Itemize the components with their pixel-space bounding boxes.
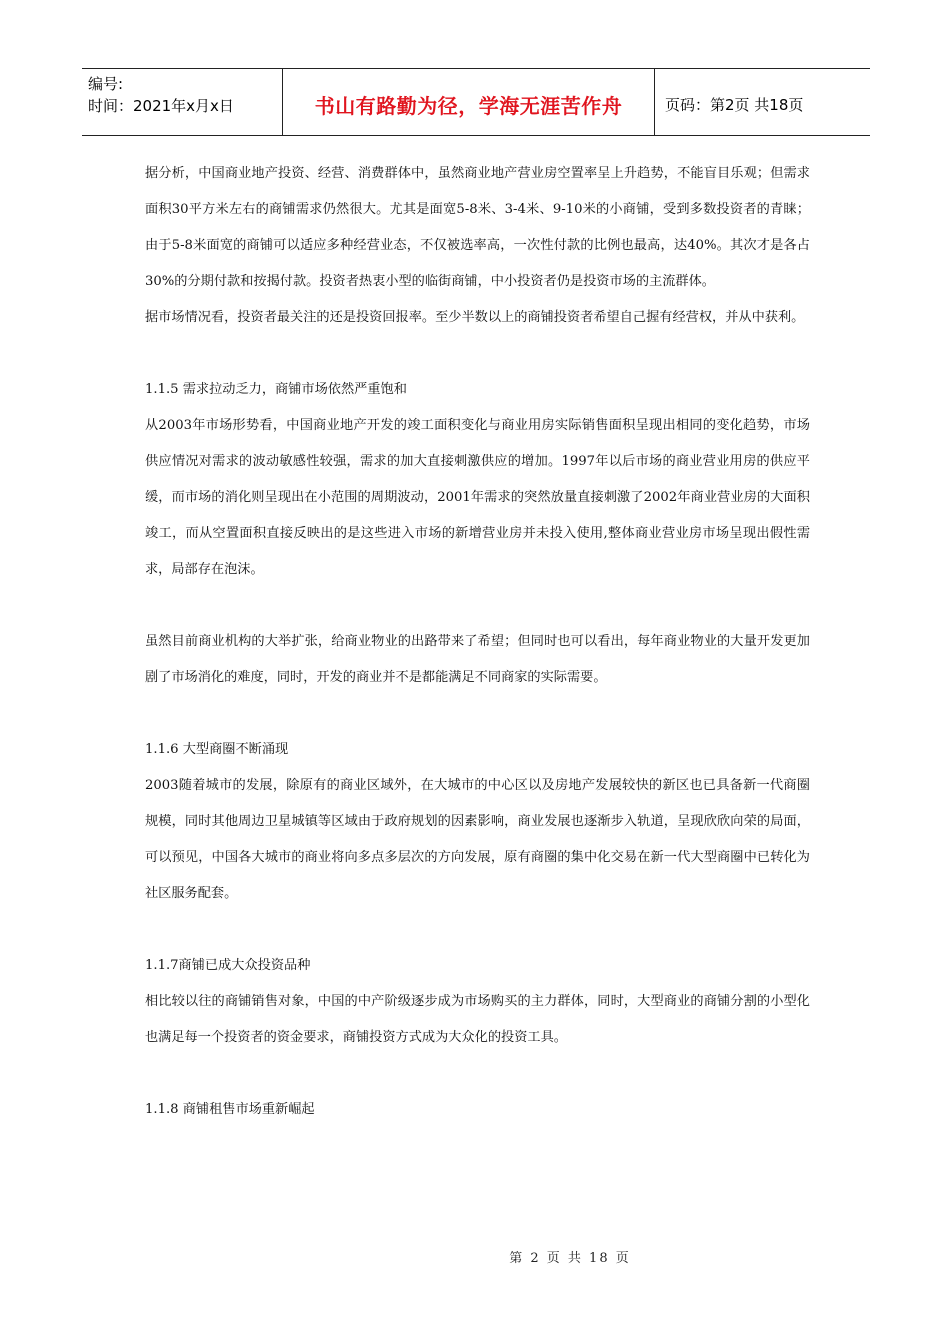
section-heading-1-1-6: 1.1.6 大型商圈不断涌现 [145,742,289,757]
header-motto: 书山有路勤为径，学海无涯苦作舟 [282,69,655,135]
paragraph-investor-focus: 据市场情况看，投资者最关注的还是投资回报率。至少半数以上的商铺投资者希望自己握有经营权，并从中获利。 [145,310,805,325]
paragraph-commercial-expansion: 虽然目前商业机构的大举扩张，给商业物业的出路带来了希望；但同时也可以看出，每年商业物业的大量开发更加剧了市场消化的难度，同时，开发的商业并不是都能满足不同商家的实际需要。 [145,634,810,685]
document-date: 时间：2021年x月x日 [88,97,234,115]
section-heading-1-1-8: 1.1.8 商铺租售市场重新崛起 [145,1102,315,1117]
paragraph-investment-analysis: 据分析，中国商业地产投资、经营、消费群体中，虽然商业地产营业房空置率呈上升趋势，不能盲目乐观；但需求面积30平方米左右的商铺需求仍然很大。尤其是面宽5-8米、3-4米、9-10米的小商铺，受到多数投资者的青睐；由于5-8米面宽的商铺可以适应多种经营业态，不仅被选率高，一次性付款的比例也最高，达40%。其次才是各占30%的分期付款和按揭付款。投资者热衷小型的临街商铺，中小投资者仍是投资市场的主流群体。 [145,166,810,289]
page-footer: 第 2 页 共 18 页 [509,1251,631,1266]
header-meta [82,69,282,135]
page-header [82,68,870,136]
header-page-info: 页码：第2页 共18页 [665,95,804,114]
paragraph-mass-investment: 相比较以往的商铺销售对象，中国的中产阶级逐步成为市场购买的主力群体，同时，大型商业的商铺分割的小型化也满足每一个投资者的资金要求，商铺投资方式成为大众化的投资工具。 [145,994,810,1045]
paragraph-business-districts: 2003随着城市的发展，除原有的商业区域外，在大城市的中心区以及房地产发展较快的新区也已具备新一代商圈规模，同时其他周边卫星城镇等区域由于政府规划的因素影响，商业发展也逐渐步入轨道，呈现欣欣向荣的局面，可以预见，中国各大城市的商业将向多点多层次的方向发展，原有商圈的集中化交易在新一代大型商圈中已转化为社区服务配套。 [145,778,810,901]
document-body [145,156,810,1128]
section-heading-1-1-5: 1.1.5 需求拉动乏力，商铺市场依然严重饱和 [145,382,407,397]
paragraph-market-situation: 从2003年市场形势看，中国商业地产开发的竣工面积变化与商业用房实际销售面积呈现出相同的变化趋势，市场供应情况对需求的波动敏感性较强，需求的加大直接刺激供应的增加。1997年以后市场的商业营业用房的供应平缓，而市场的消化则呈现出在小范围的周期波动，2001年需求的突然放量直接刺激了2002年商业营业房的大面积竣工，而从空置面积直接反映出的是这些进入市场的新增营业房并未投入使用,整体商业营业房市场呈现出假性需求，局部存在泡沫。 [145,418,810,577]
document-number-label: 编号: [88,75,124,93]
section-heading-1-1-7: 1.1.7商铺已成大众投资品种 [145,958,311,973]
